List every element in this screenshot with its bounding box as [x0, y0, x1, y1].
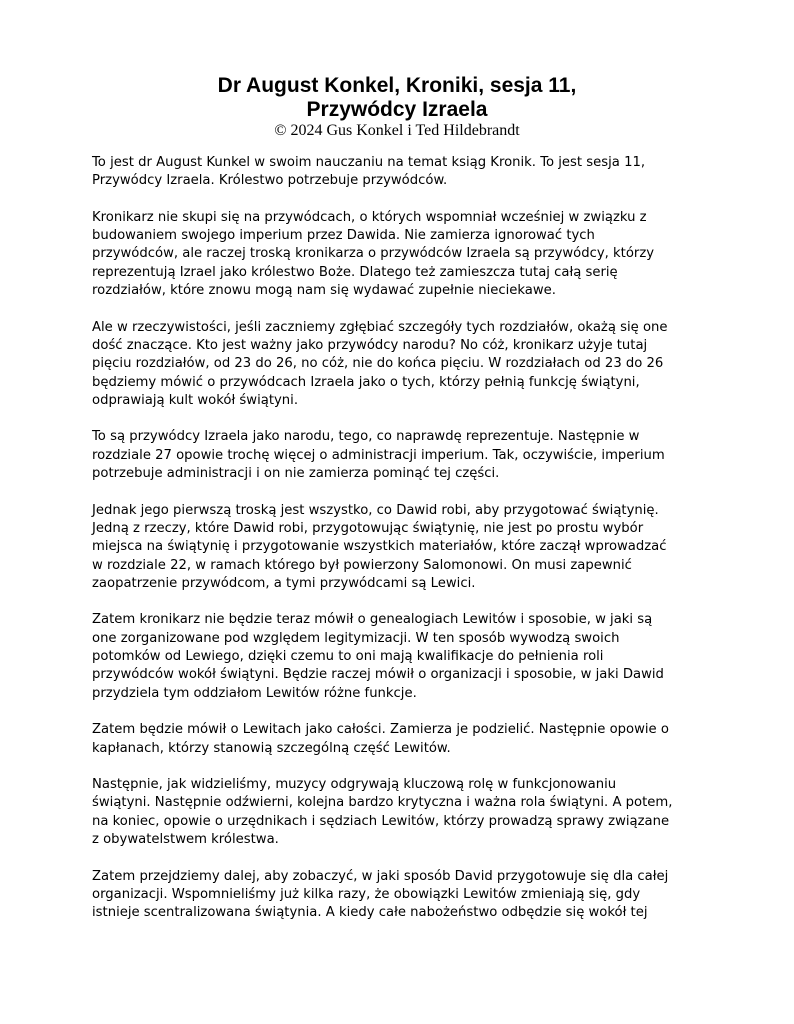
paragraph-line: Następnie, jak widzieliśmy, muzycy odgrywają kluczową rolę w funkcjonowaniu [92, 777, 617, 793]
paragraph-line: dość znaczące. Kto jest ważny jako przywódcy narodu? No cóż, kronikarz użyje tutaj [92, 337, 648, 353]
paragraph-line: w rozdziale 22, w ramach którego był powierzony Salomonowi. On musi zapewnić [92, 557, 632, 573]
paragraph-line: kapłanach, którzy stanowią szczególną część Lewitów. [92, 740, 451, 756]
paragraph [92, 319, 704, 410]
paragraph-line: Jednak jego pierwszą troską jest wszystko, co Dawid robi, aby przygotować świątynię. [92, 502, 659, 518]
paragraph-line: potomków od Lewiego, dzięki czemu to oni mają kwalifikacje do pełnienia roli [92, 649, 604, 665]
paragraph-line: istnieje scentralizowana świątynia. A kiedy całe nabożeństwo odbędzie się wokół tej [92, 905, 648, 921]
paragraph [92, 611, 704, 702]
paragraph-line: rozdziałów, które znowu mogą nam się wydawać zupełnie nieciekawe. [92, 283, 556, 299]
paragraph-line: przywódców, ale raczej troską kronikarza o przywódców Izraela są przywódcy, którzy [92, 246, 655, 262]
paragraph-line: potrzebuje administracji i on nie zamierza pominąć tej części. [92, 466, 500, 482]
copyright-notice: © 2024 Gus Konkel i Ted Hildebrandt [274, 122, 520, 139]
paragraph-line: Kronikarz nie skupi się na przywódcach, o których wspomniał wcześniej w związku z [92, 209, 647, 225]
paragraph-line: przydziela tym oddziałom Lewitów różne funkcje. [92, 685, 417, 701]
paragraph-line: pięciu rozdziałów, od 23 do 26, no cóż, nie do końca pięciu. W rozdziałach od 23 do 26 [92, 356, 664, 372]
paragraph-line: Jedną z rzeczy, które Dawid robi, przygotowując świątynię, nie jest po prostu wybór [92, 520, 644, 536]
paragraph-line: świątyni. Następnie odźwierni, kolejna bardzo krytyczna i ważna rola świątyni. A potem, [92, 795, 673, 811]
paragraph-line: Zatem będzie mówił o Lewitach jako całości. Zamierza je podzielić. Następnie opowie o [92, 722, 669, 738]
paragraph-line: one zorganizowane pod względem legitymizacji. W ten sposób wywodzą swoich [92, 630, 620, 646]
paragraph-line: rozdziale 27 opowie trochę więcej o administracji imperium. Tak, oczywiście, imperium [92, 447, 665, 463]
title-block [0, 74, 794, 140]
document-title-line-1: Dr August Konkel, Kroniki, sesja 11, [217, 74, 577, 97]
paragraph-line: na koniec, opowie o urzędnikach i sędziach Lewitów, którzy prowadzą sprawy związane [92, 813, 670, 829]
document-body [92, 154, 704, 941]
paragraph-line: organizacji. Wspomnieliśmy już kilka razy, że obowiązki Lewitów zmieniają się, gdy [92, 886, 641, 902]
paragraph-line: Zatem kronikarz nie będzie teraz mówił o genealogiach Lewitów i sposobie, w jaki są [92, 612, 653, 628]
paragraph [92, 502, 704, 593]
paragraph [92, 209, 704, 300]
paragraph-line: To jest dr August Kunkel w swoim nauczaniu na temat ksiąg Kronik. To jest sesja 11, [92, 155, 646, 170]
paragraph-line: zaopatrzenie przywódcom, a tymi przywódcami są Lewici. [92, 575, 476, 591]
paragraph [92, 776, 704, 849]
paragraph-line: odprawiają kult wokół świątyni. [92, 392, 299, 408]
paragraph-line: Ale w rzeczywistości, jeśli zaczniemy zgłębiać szczegóły tych rozdziałów, okażą się one [92, 319, 668, 335]
paragraph-line: reprezentują Izrael jako królestwo Boże. Dlatego też zamieszcza tutaj całą serię [92, 264, 618, 280]
paragraph-line: z obywatelstwem królestwa. [92, 831, 279, 847]
paragraph [92, 154, 704, 191]
paragraph [92, 721, 704, 758]
paragraph-line: przywódców wokół świątyni. Będzie raczej mówił o organizacji i sposobie, w jaki Dawid [92, 667, 664, 683]
paragraph-line: budowaniem swojego imperium przez Dawida. Nie zamierza ignorować tych [92, 228, 595, 244]
paragraph-line: To są przywódcy Izraela jako narodu, tego, co naprawdę reprezentuje. Następnie w [92, 429, 640, 445]
paragraph [92, 868, 704, 923]
paragraph-line: Zatem przejdziemy dalej, aby zobaczyć, w jaki sposób David przygotowuje się dla całej [92, 868, 669, 884]
paragraph-line: będziemy mówić o przywódcach Izraela jako o tych, którzy pełnią funkcję świątyni, [92, 374, 640, 390]
paragraph-line: miejsca na świątynię i przygotowanie wszystkich materiałów, które zaczął wprowadzać [92, 539, 667, 555]
paragraph [92, 428, 704, 483]
paragraph-line: Przywódcy Izraela. Królestwo potrzebuje przywódców. [92, 173, 448, 189]
document-title-line-2: Przywódcy Izraela [306, 98, 488, 121]
